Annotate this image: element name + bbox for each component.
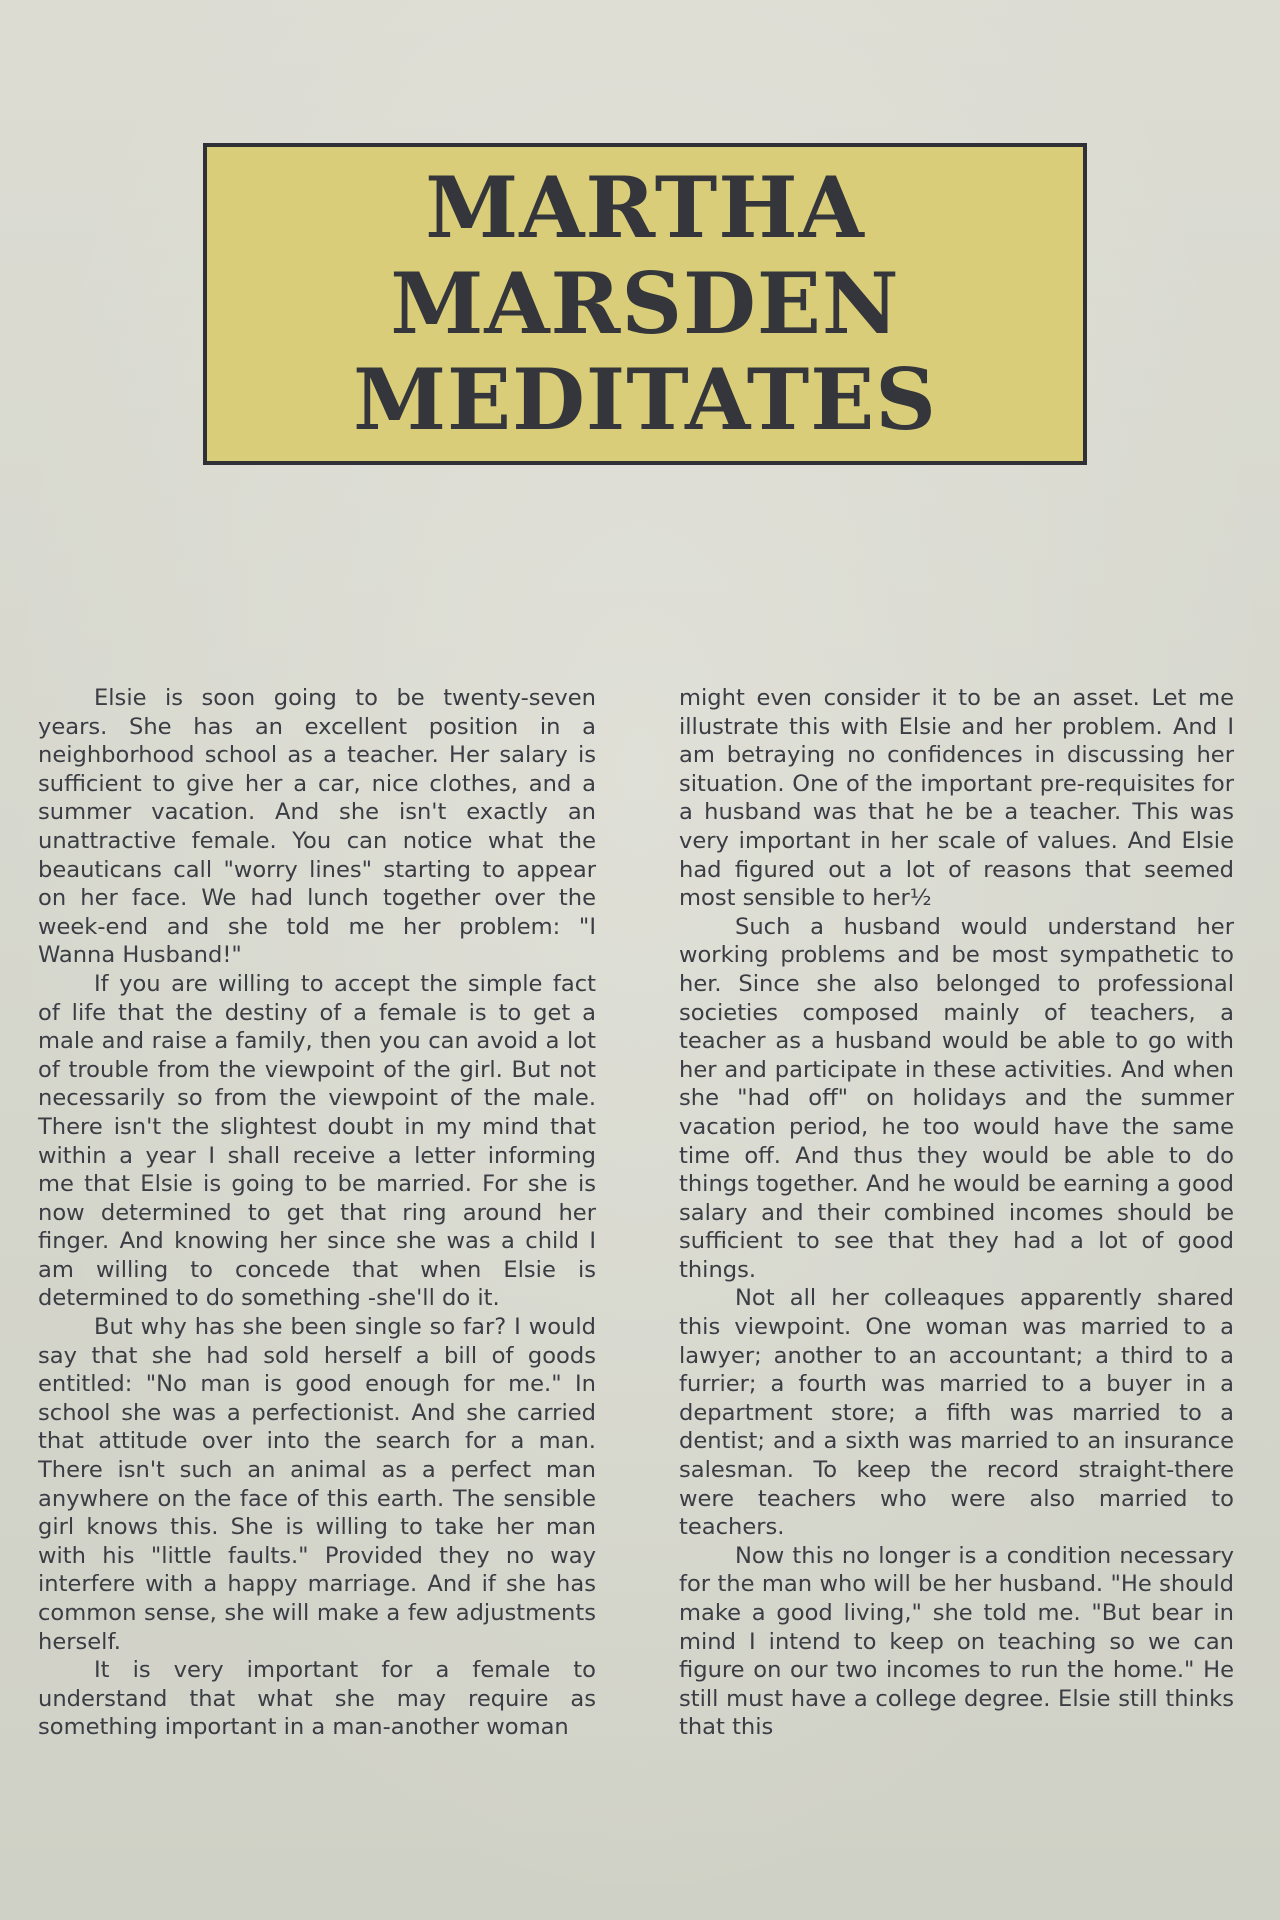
paragraph: It is very important for a female to understand that what she may require as something important in a man-another woman [38, 1657, 596, 1741]
paragraph: might even consider it to be an asset. Let me illustrate this with Elsie and her problem. And I am betraying no confidences in discussing her situation. One of the important pre-requisites for a husband was that he be a teacher. This was very important in her scale of values. And Elsie had figured out a lot of reasons that seemed most sensible to her½ [679, 685, 1234, 912]
title-line-2: MARSDEN [390, 254, 900, 353]
title-box [203, 143, 1087, 465]
paragraph: Elsie is soon going to be twenty-seven years. She has an excellent position in a neighborhood school as a teacher. Her salary is sufficient to give her a car, nice clothes, and a summer vacation. And she isn't exactly an unattractive female. You can notice what the beauticans call "worry lines" starting to appear on her face. We had lunch together over the week-end and she told me her problem: "I Wanna Husband!" [38, 685, 596, 969]
right-column [679, 684, 1234, 1742]
paragraph: But why has she been single so far? I would say that she had sold herself a bill of goods entitled: "No man is good enough for me." In school she was a perfectionist. And she carried that attitude over into the search for a man. There isn't such an animal as a perfect man anywhere on the face of this earth. The sensible girl knows this. She is willing to take her man with his "little faults." Provided they no way interfere with a happy marriage. And if she has common sense, she will make a few adjustments herself. [38, 1314, 596, 1655]
paragraph: Such a husband would understand her working problems and be most sympathetic to her. Since she also belonged to professional societies composed mainly of teachers, a teacher as a husband would be able to go with her and participate in these activities. And when she "had off" on holidays and the summer vacation period, he too would have the same time off. And thus they would be able to do things together. And he would be earning a good salary and their combined incomes should be sufficient to see that they had a lot of good things. [679, 913, 1234, 1283]
paragraph: Not all her colleaques apparently shared this viewpoint. One woman was married to a lawyer; another to an accountant; a third to a furrier; a fourth was married to a buyer in a department store; a fifth was married to a dentist; and a sixth was married to an insurance salesman. To keep the record straight-there were teachers who were also married to teachers. [679, 1285, 1234, 1541]
title-line-3: MEDITATES [353, 350, 937, 449]
paragraph: Now this no longer is a condition necessary for the man who will be her husband. "He should make a good living," she told me. "But bear in mind I intend to keep on teaching so we can figure on our two incomes to run the home." He still must have a college degree. Elsie still thinks that this [679, 1542, 1234, 1741]
left-column [38, 684, 596, 1742]
paragraph: If you are willing to accept the simple fact of life that the destiny of a female is to get a male and raise a family, then you can avoid a lot of trouble from the viewpoint of the girl. But not necessarily so from the viewpoint of the male. There isn't the slightest doubt in my mind that within a year I shall receive a letter informing me that Elsie is going to be married. For she is now determined to get that ring around her finger. And knowing her since she was a child I am willing to concede that when Elsie is determined to do something -she'll do it. [38, 970, 596, 1312]
title-line-1: MARTHA [425, 158, 865, 257]
